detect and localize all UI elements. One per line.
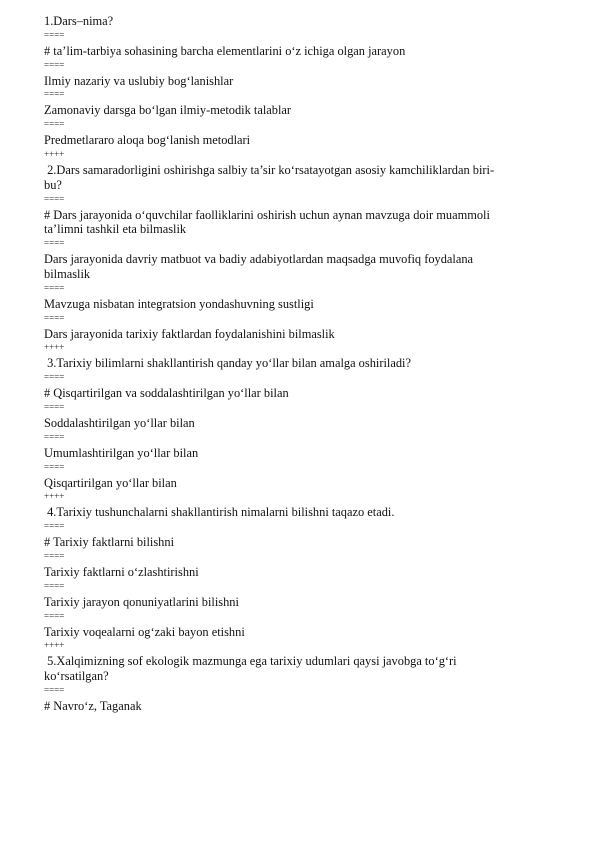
separator: ==== [44, 550, 65, 561]
line-21 [44, 654, 560, 695]
line-text: Tarixiy voqealarni og‘zaki bayon etishni [44, 624, 245, 639]
separator: ==== [44, 431, 65, 442]
line-text: Tarixiy jarayon qonuniyatlarini bilishni [44, 594, 239, 609]
separator: ==== [44, 282, 65, 293]
line-18 [44, 565, 560, 591]
line-text: Umumlashtirilgan yo‘llar bilan [44, 445, 199, 460]
line-14 [44, 446, 560, 472]
separator: ==== [44, 401, 65, 412]
separator: ==== [44, 684, 65, 695]
line-text: Predmetlararo aloqa bog‘lanish metodlari [44, 133, 251, 148]
line-22 [44, 699, 560, 714]
line-text: 4.Tarixiy tushunchalarni shakllantirish nimalarni bilishni taqazo etadi. [44, 505, 395, 520]
separator: ==== [44, 119, 65, 130]
line-9 [44, 297, 560, 323]
line-text: 2.Dars samaradorligini oshirishga salbiy ta’sir ko‘rsatayotgan asosiy kamchiliklardan biri- bu? [44, 162, 495, 192]
line-8 [44, 252, 560, 293]
separator: ==== [44, 193, 65, 204]
separator: ==== [44, 29, 65, 40]
line-17 [44, 535, 560, 561]
line-12 [44, 386, 560, 412]
separator: ==== [44, 372, 65, 383]
line-text: # Navro‘z, Taganak [44, 698, 142, 713]
separator: ==== [44, 580, 65, 591]
line-text: Zamonaviy darsga bo‘lgan ilmiy-metodik talablar [44, 103, 292, 118]
separator: ++++ [44, 148, 65, 159]
line-text: Dars jarayonida davriy matbuot va badiy adabiyotlardan maqsadga muvofiq foydalana bilmaslik [44, 252, 474, 281]
line-13 [44, 416, 560, 442]
line-text: Dars jarayonida tarixiy faktlardan foydalanishini bilmaslik [44, 326, 335, 341]
line-3 [44, 74, 560, 100]
line-2 [44, 44, 560, 70]
line-7 [44, 208, 560, 249]
line-20 [44, 625, 560, 651]
line-6 [44, 163, 560, 204]
line-text: Qisqartirilgan yo‘llar bilan [44, 475, 177, 490]
line-text: # Dars jarayonida o‘quvchilar faolliklarini oshirish uchun aynan mavzuga doir muammoli ta’limni tashkil eta bilmaslik [44, 207, 490, 237]
line-text: 1.Dars–nima? [44, 14, 114, 28]
separator: ==== [44, 312, 65, 323]
separator: ++++ [44, 640, 65, 651]
line-10 [44, 327, 560, 353]
separator: ==== [44, 521, 65, 532]
line-19 [44, 595, 560, 621]
separator: ==== [44, 89, 65, 100]
separator: ++++ [44, 342, 65, 353]
line-text: Ilmiy nazariy va uslubiy bog‘lanishlar [44, 73, 234, 88]
separator: ==== [44, 461, 65, 472]
line-text: # Tarixiy faktlarni bilishni [44, 535, 175, 550]
line-text: Tarixiy faktlarni o‘zlashtirishni [44, 564, 199, 579]
line-5 [44, 133, 560, 159]
line-16 [44, 505, 560, 531]
document-page [44, 14, 560, 714]
line-text: Soddalashtirilgan yo‘llar bilan [44, 415, 195, 430]
line-text: # ta’lim-tarbiya sohasining barcha elementlarini o‘z ichiga olgan jarayon [44, 43, 406, 58]
separator: ==== [44, 610, 65, 621]
line-4 [44, 103, 560, 129]
line-1 [44, 14, 560, 40]
separator: ++++ [44, 491, 65, 502]
line-text: # Qisqartirilgan va soddalashtirilgan yo‘llar bilan [44, 386, 289, 401]
line-text: 3.Tarixiy bilimlarni shakllantirish qanday yo‘llar bilan amalga oshiriladi? [44, 356, 411, 371]
line-15 [44, 476, 560, 502]
line-text: Mavzuga nisbatan integratsion yondashuvning sustligi [44, 296, 314, 311]
separator: ==== [44, 59, 65, 70]
separator: ==== [44, 238, 65, 249]
line-11 [44, 356, 560, 382]
line-text: 5.Xalqimizning sof ekologik mazmunga ega tarixiy udumlari qaysi javobga to‘g‘ri ko‘rsatilgan? [44, 654, 457, 684]
